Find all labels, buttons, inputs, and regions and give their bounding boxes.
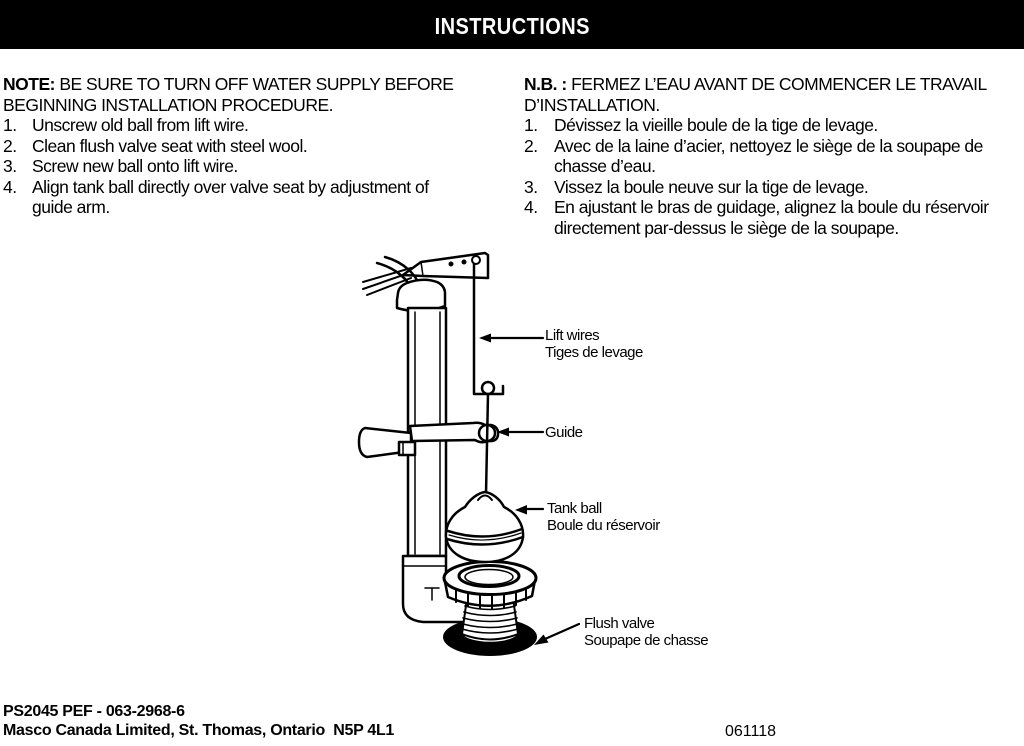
list-item xyxy=(524,177,1024,198)
flush-valve-label xyxy=(584,615,708,649)
flush-valve-diagram xyxy=(355,248,595,668)
step-text: Screw new ball onto lift wire. xyxy=(32,156,238,176)
part-number: PS2045 PEF - 063-2968-6 xyxy=(3,703,185,720)
flush-valve-label-fr: Soupape de chasse xyxy=(584,632,709,649)
list-item xyxy=(3,136,508,157)
guide-arrow xyxy=(497,428,543,437)
english-note xyxy=(3,74,508,115)
lower-lift-wire xyxy=(486,394,488,494)
guide-arm xyxy=(410,423,498,443)
list-item xyxy=(524,197,1024,238)
step-number: 1. xyxy=(3,115,17,135)
french-note xyxy=(524,74,1024,115)
tank-ball-shape xyxy=(446,492,523,562)
tank-ball-label-en: Tank ball xyxy=(547,500,602,517)
list-item xyxy=(3,177,508,218)
lift-wire-loop xyxy=(482,382,494,394)
list-item xyxy=(3,156,508,177)
step-text: En ajustant le bras de guidage, alignez la boule du réservoir directement par-dessus le siège de la soupape. xyxy=(554,197,989,238)
step-text: Dévissez la vieille boule de la tige de levage. xyxy=(554,115,878,135)
french-step-list xyxy=(524,115,1024,238)
lift-wires-label-fr: Tiges de levage xyxy=(545,344,643,361)
step-number: 2. xyxy=(3,135,17,156)
english-note-label: NOTE: xyxy=(3,74,55,94)
lift-wires-label xyxy=(545,327,643,361)
lift-wires-label-en: Lift wires xyxy=(545,327,600,344)
english-step-list xyxy=(3,115,508,218)
guide-label xyxy=(545,424,583,441)
step-text: Avec de la laine d’acier, nettoyez le siège de la soupape de chasse d’eau. xyxy=(554,135,983,176)
step-text: Unscrew old ball from lift wire. xyxy=(32,115,249,135)
tank-ball-label xyxy=(547,500,660,534)
step-number: 2. xyxy=(524,135,538,156)
step-text: Clean flush valve seat with steel wool. xyxy=(32,135,308,156)
english-note-text: BE SURE TO TURN OFF WATER SUPPLY BEFORE BEGINNING INSTALLATION PROCEDURE. xyxy=(3,74,454,115)
step-text: Align tank ball directly over valve seat by adjustment of guide arm. xyxy=(32,176,429,217)
upper-lift-wire xyxy=(474,264,503,394)
step-number: 4. xyxy=(524,197,538,217)
step-text: Vissez la boule neuve sur la tige de levage. xyxy=(554,176,869,197)
list-item xyxy=(524,115,1024,136)
step-number: 4. xyxy=(3,176,17,197)
guide-clamp xyxy=(359,428,415,457)
title-bar xyxy=(0,0,1024,49)
page-title: INSTRUCTIONS xyxy=(434,13,590,39)
guide-label-en: Guide xyxy=(545,424,583,441)
french-note-text: FERMEZ L’EAU AVANT DE COMMENCER LE TRAVAIL D’INSTALLATION. xyxy=(524,74,987,115)
step-number: 1. xyxy=(524,115,538,135)
document-code: 061118 xyxy=(725,723,777,740)
french-instructions-column xyxy=(524,74,1024,238)
step-number: 3. xyxy=(524,176,538,197)
list-item xyxy=(3,115,508,136)
company-address: Masco Canada Limited, St. Thomas, Ontario N5P 4L1 xyxy=(3,722,395,739)
step-number: 3. xyxy=(3,156,17,176)
overflow-pipe-cap xyxy=(397,280,445,311)
lift-wires-arrow xyxy=(479,334,543,343)
valve-seat xyxy=(444,562,536,595)
flush-valve-arrow xyxy=(534,624,579,645)
flush-valve-label-en: Flush valve xyxy=(584,615,655,632)
tank-ball-label-fr: Boule du réservoir xyxy=(547,517,660,534)
list-item xyxy=(524,136,1024,177)
french-note-label: N.B. : xyxy=(524,74,567,94)
english-instructions-column xyxy=(3,74,508,218)
tank-ball-arrow xyxy=(515,505,543,515)
